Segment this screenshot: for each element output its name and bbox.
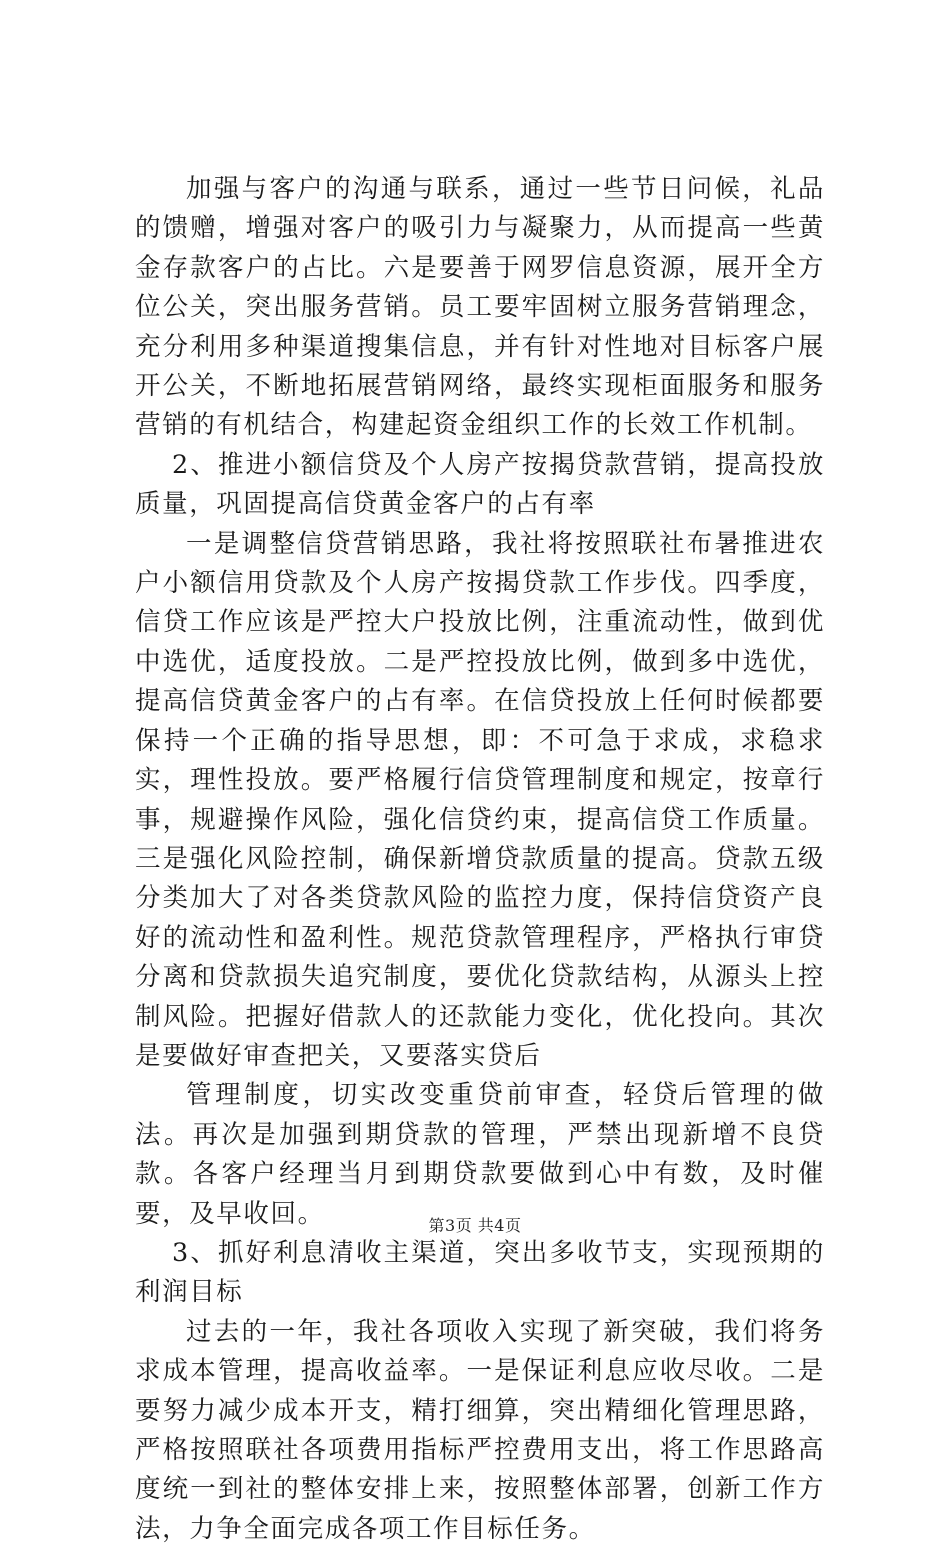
- page-number-footer: 第3页 共4页: [428, 1216, 522, 1235]
- section-heading-interest-collection: 3、抓好利息清收主渠道，突出多收节支，实现预期的利润目标: [135, 1237, 825, 1308]
- paragraph-cost-control: 过去的一年，我社各项收入实现了新突破，我们将务求成本管理，提高收益率。一是保证利息应收尽收。二是要努力减少成本开支，精打细算，突出精细化管理思路，严格按照联社各项费用指标严控费用支出，将工作思路高度统一到社的整体安排上来，按照整体部署，创新工作方法，力争全面完成各项工作目标任务。: [135, 1316, 825, 1544]
- document-body: [135, 170, 825, 1549]
- paragraph-customer-marketing: 加强与客户的沟通与联系，通过一些节日问候，礼品的馈赠，增强对客户的吸引力与凝聚力，从而提高一些黄金存款客户的占比。六是要善于网罗信息资源，展开全方位公关，突出服务营销。员工要牢固树立服务营销理念，充分利用多种渠道搜集信息，并有针对性地对目标客户展开公关，不断地拓展营销网络，最终实现柜面服务和服务营销的有机结合，构建起资金组织工作的长效工作机制。: [135, 174, 825, 441]
- paragraph-credit-strategy: 一是调整信贷营销思路，我社将按照联社布暑推进农户小额信用贷款及个人房产按揭贷款工作步伐。四季度，信贷工作应该是严控大户投放比例，注重流动性，做到优中选优，适度投放。二是严控投放比例，做到多中选优，提高信贷黄金客户的占有率。在信贷投放上任何时候都要保持一个正确的指导思想，即：不可急于求成，求稳求实，理性投放。要严格履行信贷管理制度和规定，按章行事，规避操作风险，强化信贷约束，提高信贷工作质量。三是强化风险控制，确保新增贷款质量的提高。贷款五级分类加大了对各类贷款风险的监控力度，保持信贷资产良好的流动性和盈利性。规范贷款管理程序，严格执行审贷分离和贷款损失追究制度，要优化贷款结构，从源头上控制风险。把握好借款人的还款能力变化，优化投向。其次是要做好审查把关，又要落实贷后: [135, 528, 825, 1071]
- section-heading-credit-marketing: 2、推进小额信贷及个人房产按揭贷款营销，提高投放质量，巩固提高信贷黄金客户的占有率: [135, 449, 825, 520]
- paragraph-loan-management: 管理制度，切实改变重贷前审查，轻贷后管理的做法。再次是加强到期贷款的管理，严禁出现新增不良贷款。各客户经理当月到期贷款要做到心中有数，及时催要，及早收回。: [135, 1080, 825, 1229]
